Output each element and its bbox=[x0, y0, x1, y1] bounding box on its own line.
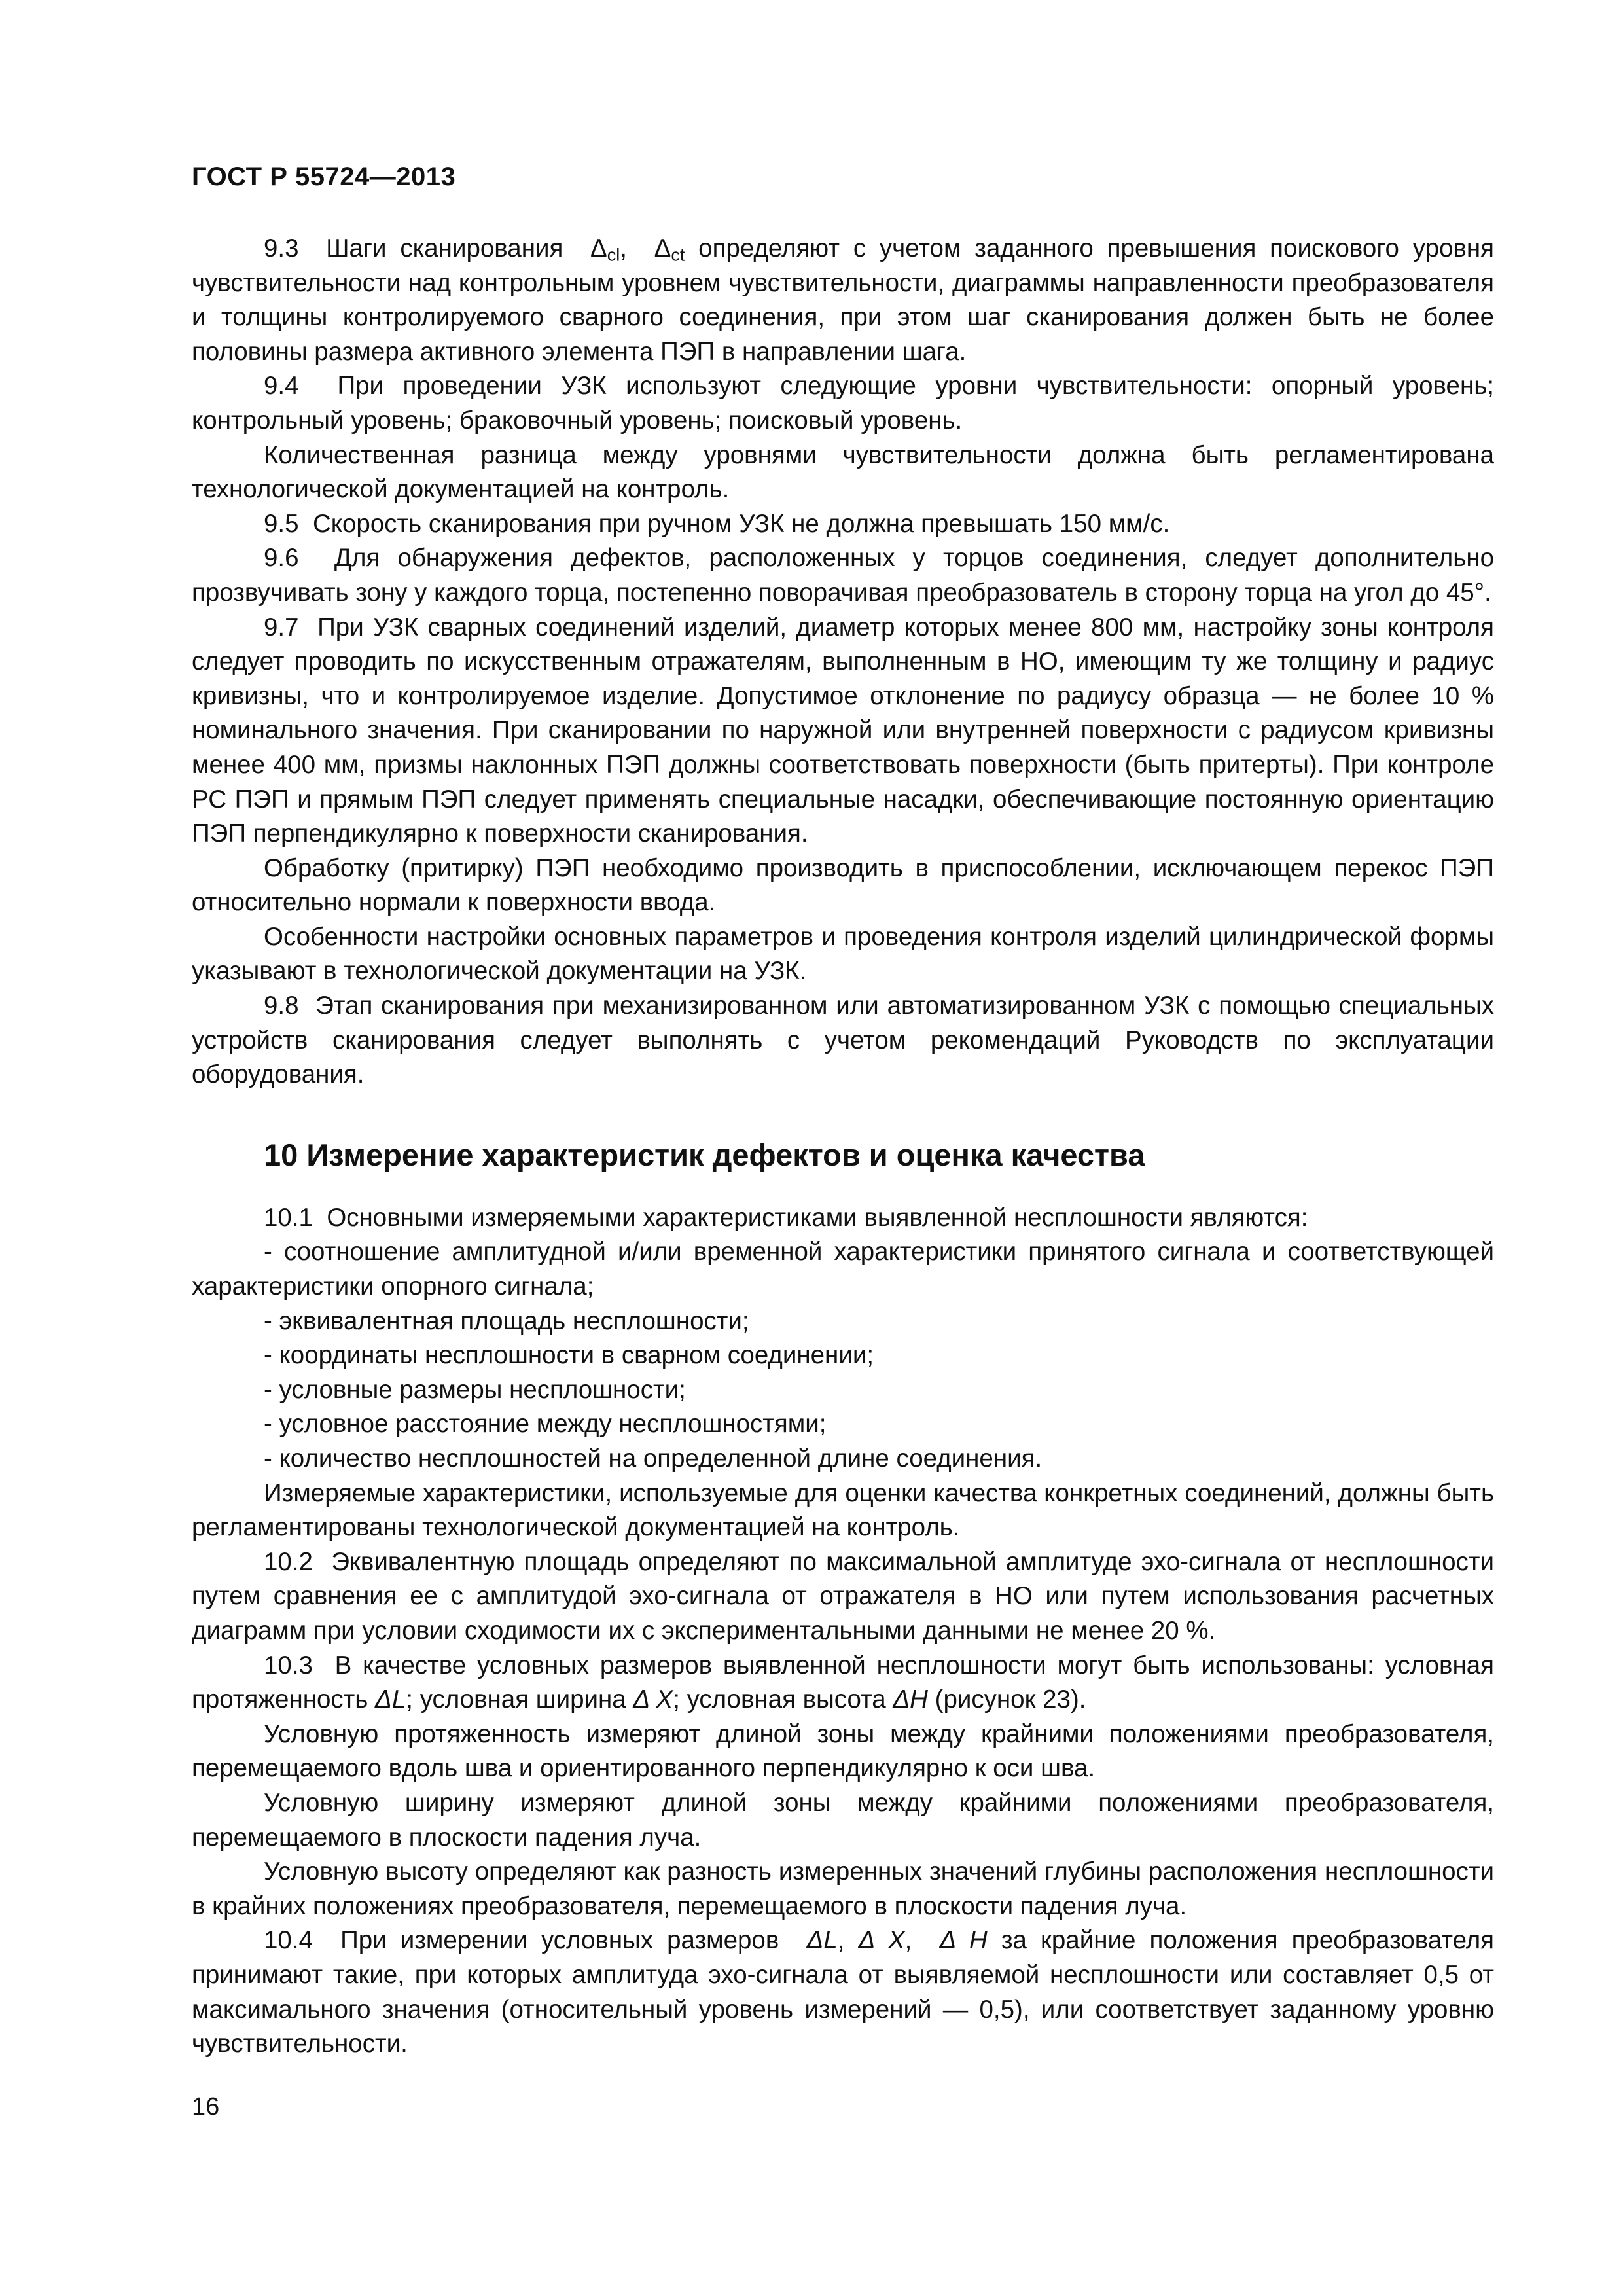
list-item: - эквивалентная площадь несплошности; bbox=[264, 1306, 749, 1335]
paragraph-10-3: 10.3 В качестве условных размеров выявленной несплошности могут быть использованы: условная протяженность ΔL; условная ширина Δ X; условная высота ΔH (рисунок 23). bbox=[192, 1651, 1494, 1714]
clause-number: 10.2 bbox=[264, 1547, 313, 1576]
list-item: - условное расстояние между несплошностями; bbox=[264, 1410, 827, 1439]
paragraph: Измеряемые характеристики, используемые для оценки качества конкретных соединений, должны быть регламентированы технологической документацией на контроль. bbox=[192, 1479, 1494, 1542]
clause-number: 9.5 bbox=[264, 509, 299, 538]
paragraph: Особенности настройки основных параметров и проведения контроля изделий цилиндрической формы указывают в технологической документации на УЗК. bbox=[192, 922, 1494, 986]
paragraph-9-8: 9.8 Этап сканирования при механизированном или автоматизированном УЗК с помощью специальных устройств сканирования следует выполнять с учетом рекомендаций Руководств по эксплуатации оборудования. bbox=[192, 992, 1494, 1089]
document-body bbox=[192, 232, 1494, 2062]
paragraph: Обработку (притирку) ПЭП необходимо производить в приспособлении, исключающем перекос ПЭП относительно нормали к поверхности ввода. bbox=[192, 853, 1494, 917]
paragraph-10-2: 10.2 Эквивалентную площадь определяют по максимальной амплитуде эхо-сигнала от несплошности путем сравнения ее с амплитудой эхо-сигнала от отражателя в НО или путем использования расчетных диаграмм при условии сходимости их с экспериментальными данными не менее 20 %. bbox=[192, 1547, 1494, 1645]
clause-number: 10.3 bbox=[264, 1651, 313, 1679]
paragraph-9-4: 9.4 При проведении УЗК используют следующие уровни чувствительности: опорный уровень; контрольный уровень; браковочный уровень; поисковый уровень. bbox=[192, 372, 1494, 435]
paragraph-10-1: 10.1 Основными измеряемыми характеристиками выявленной несплошности являются: bbox=[264, 1203, 1308, 1232]
paragraph: Количественная разница между уровнями чувствительности должна быть регламентирована технологической документацией на контроль. bbox=[192, 440, 1494, 504]
paragraph: Условную ширину измеряют длиной зоны между крайними положениями преобразователя, перемещаемого в плоскости падения луча. bbox=[192, 1788, 1494, 1852]
section-heading: 10 Измерение характеристик дефектов и оценка качества bbox=[264, 1137, 1145, 1172]
clause-number: 9.7 bbox=[264, 613, 299, 641]
clause-number: 10.4 bbox=[264, 1926, 313, 1955]
paragraph: Условную высоту определяют как разность измеренных значений глубины расположения несплошности в крайних положениях преобразователя, перемещаемого в плоскости падения луча. bbox=[192, 1857, 1494, 1920]
clause-number: 9.6 bbox=[264, 544, 299, 573]
paragraph: Условную протяженность измеряют длиной зоны между крайними положениями преобразователя, перемещаемого вдоль шва и ориентированного перпендикулярно к оси шва. bbox=[192, 1719, 1494, 1783]
clause-number: 9.8 bbox=[264, 992, 299, 1020]
document-header: ГОСТ Р 55724—2013 bbox=[192, 162, 456, 191]
clause-number: 9.3 bbox=[264, 234, 299, 262]
list-item: - соотношение амплитудной и/или временной характеристики принятого сигнала и соответствующей характеристики опорного сигнала; bbox=[192, 1238, 1494, 1301]
list-item: - количество несплошностей на определенной длине соединения. bbox=[264, 1444, 1043, 1473]
clause-number: 9.4 bbox=[264, 372, 299, 401]
paragraph-9-5: 9.5 Скорость сканирования при ручном УЗК не должна превышать 150 мм/с. bbox=[264, 509, 1170, 538]
list-item: - условные размеры несплошности; bbox=[264, 1375, 686, 1404]
paragraph-9-7: 9.7 При УЗК сварных соединений изделий, диаметр которых менее 800 мм, настройку зоны контроля следует проводить по искусственным отражателям, выполненным в НО, имеющим ту же толщину и радиус кривизны, что и контролируемое изделие. Допустимое отклонение по радиусу образца — не более 10 % номинального значения. При сканировании по наружной или внутренней поверхности с радиусом кривизны менее 400 мм, призмы наклонных ПЭП должны соответствовать поверхности (быть притерты). При контроле РС ПЭП и прямым ПЭП следует применять специальные насадки, обеспечивающие постоянную ориентацию ПЭП перпендикулярно к поверхности сканирования. bbox=[192, 613, 1494, 848]
paragraph-9-3: 9.3 Шаги сканирования $\Delta_{cl}$, $\Delta_{ct}$ определяют с учетом заданного превышения поискового уровня чувствительности над контрольным уровнем чувствительности, диаграммы направленности преобразователя и толщины контролируемого сварного соединения, при этом шаг сканирования должен быть не более половины размера активного элемента ПЭП в направлении шага. bbox=[192, 234, 1494, 366]
page-number: 16 bbox=[192, 2093, 220, 2121]
clause-number: 10.1 bbox=[264, 1203, 313, 1232]
paragraph-10-4: 10.4 При измерении условных размеров ΔL, Δ X, Δ H за крайние положения преобразователя принимают такие, при которых амплитуда эхо-сигнала от выявляемой несплошности или составляет 0,5 от максимального значения (относительный уровень измерений — 0,5), или соответствует заданному уровню чувствительности. bbox=[192, 1926, 1495, 2058]
paragraph-9-6: 9.6 Для обнаружения дефектов, расположенных у торцов соединения, следует дополнительно прозвучивать зону у каждого торца, постепенно поворачивая преобразователь в сторону торца на угол до 45°. bbox=[192, 544, 1494, 607]
list-item: - координаты несплошности в сварном соединении; bbox=[264, 1341, 874, 1370]
